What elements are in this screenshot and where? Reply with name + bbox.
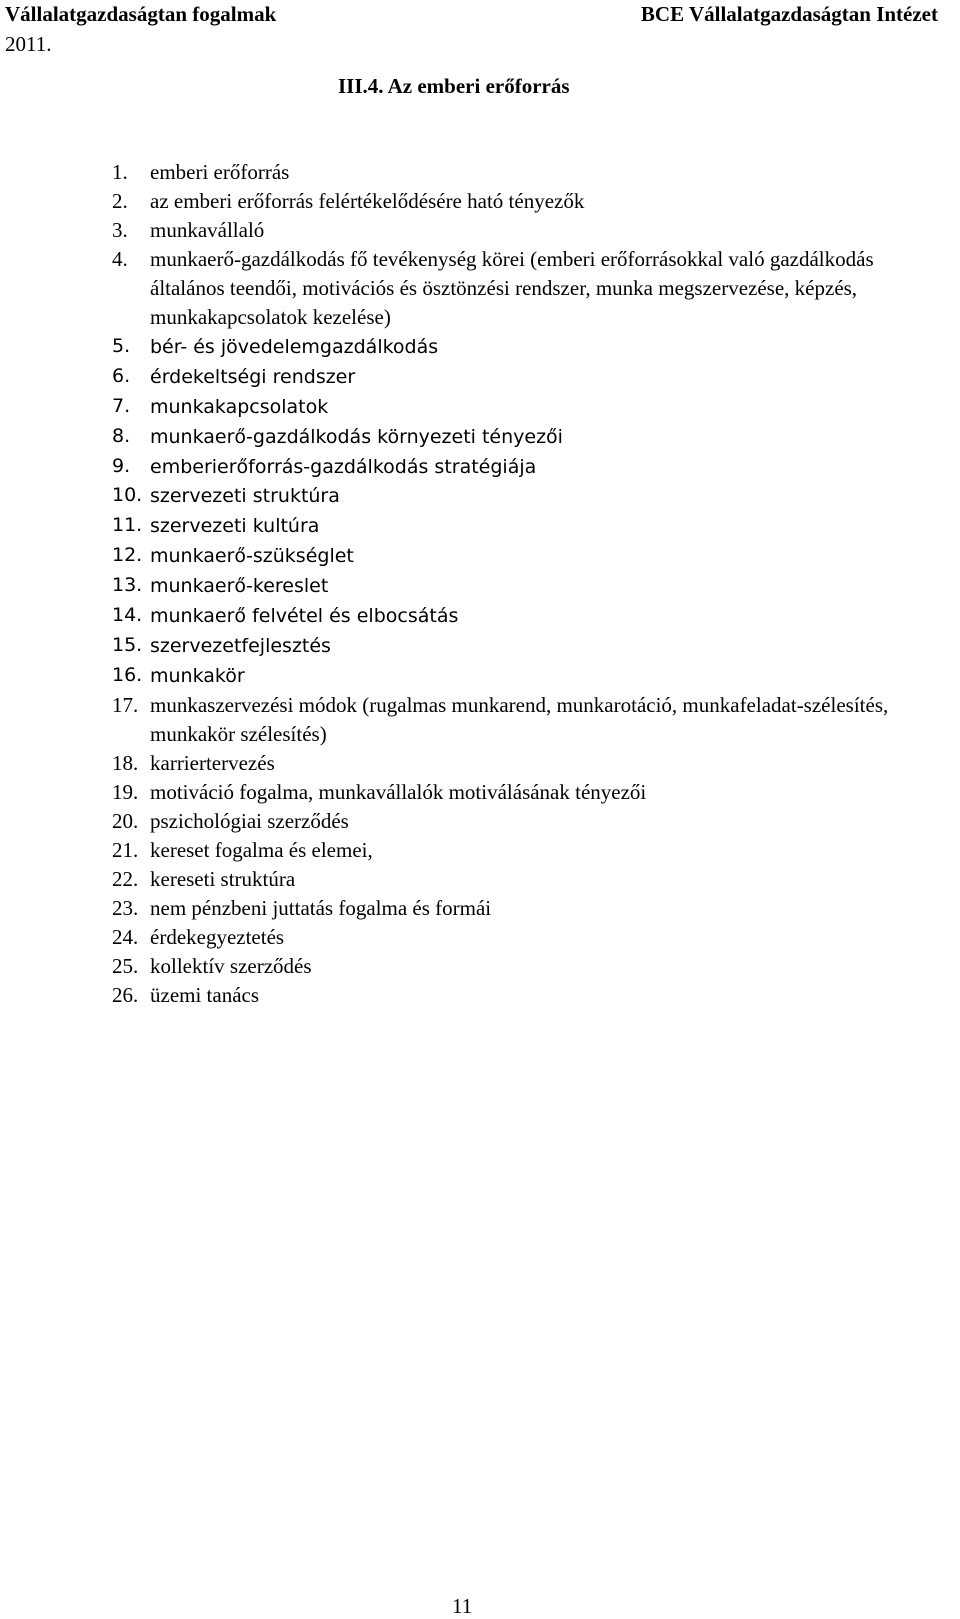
list-item-text: kereset fogalma és elemei, [150, 837, 373, 862]
list-item [112, 216, 932, 245]
list-item-text: munkaerő-gazdálkodás fő tevékenység körei (emberi erőforrásokkal való gazdálkodás általános teendői, motivációs és ösztönzési rendszer, munka megszervezése, képzés, munkakapcsolatok kezelése) [150, 246, 874, 329]
list-item-text: munkaerő-kereslet [150, 575, 329, 598]
concept-list [112, 158, 932, 1010]
list-item [112, 807, 932, 836]
list-item-number: 15. [112, 634, 143, 657]
list-item-number: 25. [112, 953, 139, 978]
list-item [112, 392, 932, 422]
list-item [112, 749, 932, 778]
list-item [112, 601, 932, 631]
list-item-number: 13. [112, 574, 143, 597]
list-item-number: 3. [112, 217, 128, 242]
list-item [112, 661, 932, 691]
list-item-text: emberi erőforrás [150, 160, 290, 184]
list-item [112, 952, 932, 981]
list-item-number: 9. [112, 454, 131, 477]
list-item-number: 24. [112, 924, 139, 949]
list-item-number: 26. [112, 982, 139, 1007]
list-item-number: 23. [112, 895, 139, 920]
list-item [112, 836, 932, 865]
list-item-text: nem pénzbeni juttatás fogalma és formái [150, 895, 492, 920]
list-item [112, 187, 932, 216]
list-item-number: 2. [112, 188, 128, 213]
list-item [112, 481, 932, 511]
list-item-number: 10. [112, 484, 143, 507]
list-item-number: 8. [112, 424, 131, 447]
list-item [112, 981, 932, 1010]
list-item-number: 19. [112, 780, 139, 805]
list-item-number: 6. [112, 364, 131, 387]
list-item [112, 362, 932, 392]
list-item-text: üzemi tanács [150, 982, 260, 1007]
list-item-number: 1. [112, 160, 128, 184]
list-item-text: kollektív szerződés [150, 953, 312, 978]
list-item-text: bér- és jövedelemgazdálkodás [150, 335, 439, 358]
header-course-title: Vállalatgazdaságtan fogalmak [5, 2, 277, 26]
list-item-text: érdekegyeztetés [150, 924, 285, 949]
list-item [112, 894, 932, 923]
list-item-text: munkakör [150, 665, 245, 688]
list-item [112, 452, 932, 482]
list-item-text: emberierőforrás-gazdálkodás stratégiája [150, 455, 537, 478]
list-item-number: 4. [112, 246, 128, 271]
list-item [112, 865, 932, 894]
page-number: 11 [452, 1594, 473, 1618]
list-item-number: 5. [112, 334, 131, 357]
list-item-number: 17. [112, 693, 139, 718]
list-item [112, 511, 932, 541]
list-item [112, 332, 932, 362]
list-item-number: 18. [112, 751, 139, 776]
list-item [112, 158, 932, 187]
list-item-text: az emberi erőforrás felértékelődésére ható tényezők [150, 188, 585, 213]
list-item-number: 16. [112, 664, 143, 687]
header-institute: BCE Vállalatgazdaságtan Intézet [640, 2, 938, 26]
list-item-number: 22. [112, 866, 139, 891]
section-title: III.4. Az emberi erőforrás [338, 74, 570, 98]
list-item [112, 923, 932, 952]
list-item-text: munkaerő-gazdálkodás környezeti tényezői [150, 425, 563, 448]
list-item-text: szervezetfejlesztés [150, 635, 331, 658]
list-item [112, 541, 932, 571]
list-item-text: munkaerő felvétel és elbocsátás [150, 605, 459, 628]
list-item-text: motiváció fogalma, munkavállalók motiválásának tényezői [150, 780, 647, 805]
list-item-text: karriertervezés [150, 751, 275, 776]
list-item-text: pszichológiai szerződés [150, 808, 349, 833]
list-item-text: kereseti struktúra [150, 866, 296, 891]
list-item-number: 21. [112, 837, 139, 862]
list-item-text: munkaerő-szükséglet [150, 545, 354, 568]
list-item-text: munkavállaló [150, 217, 265, 242]
list-item-text: érdekeltségi rendszer [150, 365, 356, 388]
list-item-text: szervezeti struktúra [150, 485, 340, 508]
list-item [112, 778, 932, 807]
list-item-text: munkaszervezési módok (rugalmas munkarend, munkarotáció, munkafeladat-szélesítés, munkakör szélesítés) [150, 693, 889, 747]
list-item-number: 14. [112, 604, 143, 627]
list-item-number: 20. [112, 808, 139, 833]
list-item-number: 11. [112, 514, 143, 537]
list-item [112, 245, 932, 332]
list-item [112, 691, 932, 749]
list-item-text: munkakapcsolatok [150, 395, 329, 418]
list-item-number: 12. [112, 544, 143, 567]
list-item-number: 7. [112, 394, 131, 417]
list-item [112, 571, 932, 601]
list-item-text: szervezeti kultúra [150, 515, 320, 538]
header-year: 2011. [5, 32, 52, 56]
list-item [112, 422, 932, 452]
list-item [112, 631, 932, 661]
